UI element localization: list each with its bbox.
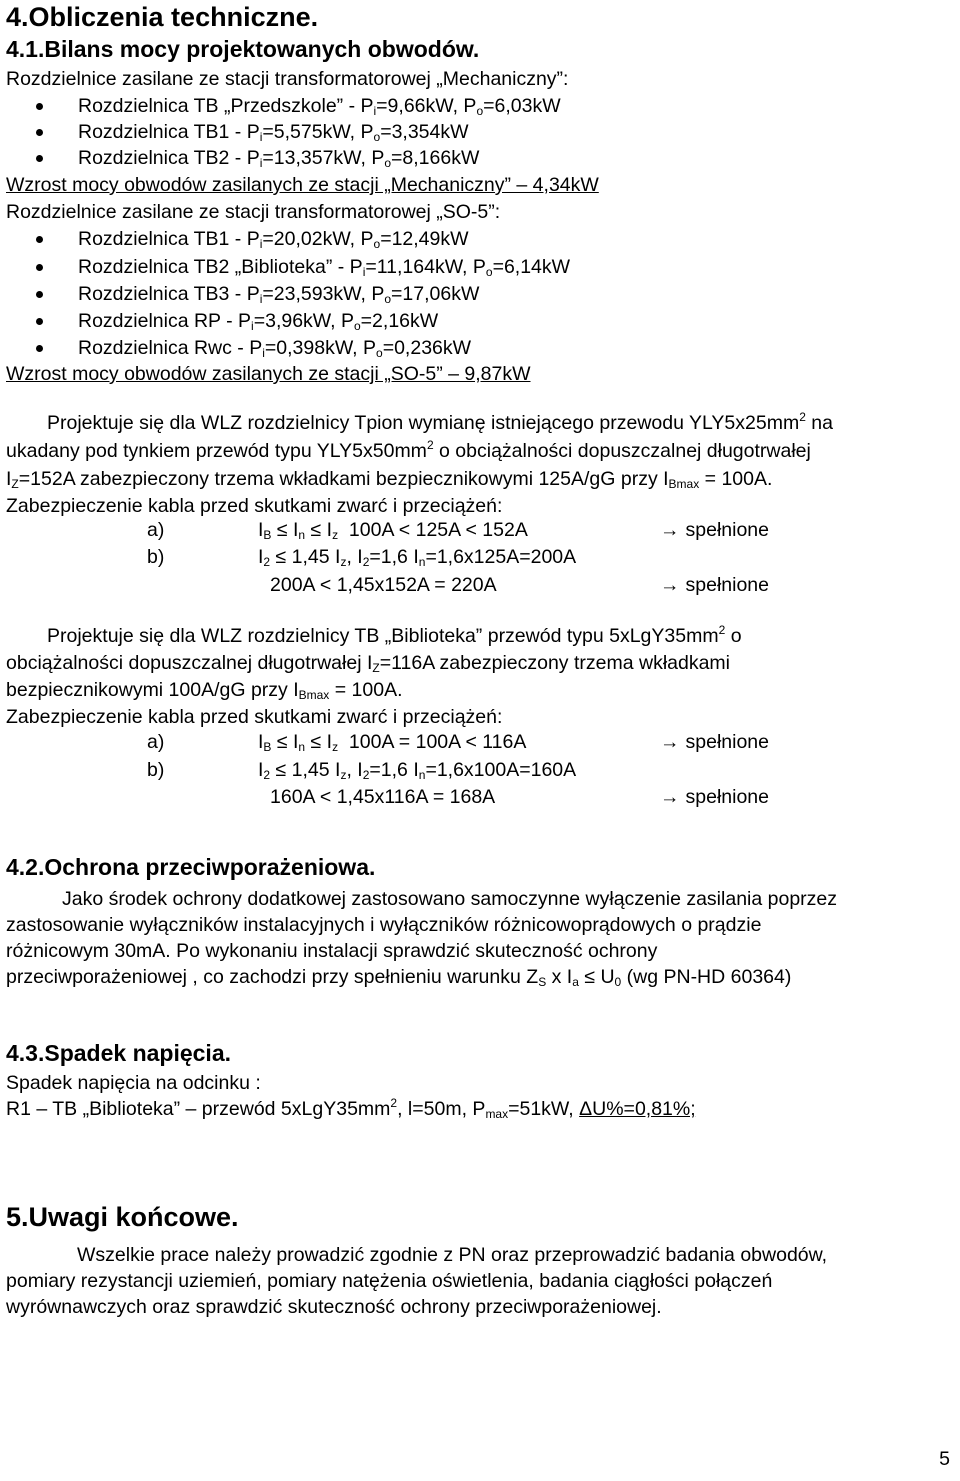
cond-label-a: a) bbox=[147, 519, 165, 541]
list-item: Rozdzielnica Rwc - $P_i=0,398kW$, $P_o=0,236kW$ bbox=[78, 337, 472, 360]
list-item: Rozdzielnica $TB2 - P_i=13,357kW$, $P_o=8,166kW$ bbox=[78, 147, 480, 170]
list-item: Rozdzielnica TB2 „Biblioteka” - $P_i=11,164kW$, $P_o=6,14kW$ bbox=[78, 256, 571, 279]
paragraph-line: różnicowym 30mA. Po wykonaniu instalacji sprawdzić skuteczność ochrony bbox=[6, 940, 658, 962]
paragraph-line: Wszelkie prace należy prowadzić zgodnie z PN oraz przeprowadzić badania obwodów, bbox=[77, 1244, 828, 1266]
cond-result: → spełnione bbox=[660, 731, 769, 753]
bullet-icon bbox=[36, 103, 43, 110]
paragraph-line: wyrównawczych oraz sprawdzić skuteczność ochrony przeciwporażeniowej. bbox=[6, 1296, 662, 1318]
cond-check: 160A < 1,45x116A = 168A bbox=[270, 786, 496, 808]
section-heading: 4.Obliczenia techniczne. bbox=[6, 2, 319, 32]
paragraph-line: Projektuje się dla WLZ rozdzielnicy Tpion wymianę istniejącego przewodu $YLY5x25mm^2$ na bbox=[47, 410, 833, 434]
arrow-icon: → bbox=[660, 731, 680, 753]
bullet-icon bbox=[36, 155, 43, 162]
subsection-heading: 4.2.Ochrona przeciwporażeniowa. bbox=[6, 854, 376, 880]
cond-label-a: a) bbox=[147, 731, 165, 753]
bullet-icon bbox=[36, 129, 43, 136]
cond-formula-b: $I_2 \le 1,45$ $I_z$, $I_2=1,6$ $I_n=1,6x100A=160A$ bbox=[258, 759, 577, 782]
le-icon: ≤ bbox=[310, 731, 322, 753]
list-item: Rozdzielnica TB „Przedszkole” - $P_i=9,66kW$, $P_o=6,03kW$ bbox=[78, 95, 561, 118]
le-icon: ≤ bbox=[276, 731, 288, 753]
cond-formula-a: $I_B \le I_n \le I_z$ 100A = 100A < 116A bbox=[258, 731, 527, 754]
cond-result: → spełnione bbox=[660, 574, 769, 596]
intro-so5: Rozdzielnice zasilane ze stacji transformatorowej „SO-5”: bbox=[6, 201, 501, 223]
le-icon: ≤ bbox=[275, 546, 287, 568]
paragraph-line: Projektuje się dla WLZ rozdzielnicy TB „Biblioteka” przewód typu $5xLgY35mm^2$ o bbox=[47, 623, 742, 647]
subsection-heading: 4.1.Bilans mocy projektowanych obwodów. bbox=[6, 36, 480, 62]
cond-label-b: b) bbox=[147, 546, 165, 568]
cond-formula-a: $I_B \le I_n \le I_z$ 100A < 125A < 152A bbox=[258, 519, 528, 542]
paragraph-line: bezpiecznikowymi 100A/gG przy $I_{Bmax} = 100A$. bbox=[6, 679, 403, 702]
cond-result: → spełnione bbox=[660, 519, 769, 541]
paragraph-line: przeciwporażeniowej , co zachodzi przy spełnieniu warunku $Z_S$ x $I_a \le U_0$ (wg PN-HD 60364) bbox=[6, 966, 792, 989]
bullet-icon bbox=[36, 264, 43, 271]
subsection-heading: 4.3.Spadek napięcia. bbox=[6, 1040, 232, 1066]
le-icon: ≤ bbox=[310, 519, 322, 541]
paragraph-line: obciążalności dopuszczalnej długotrwałej $I_Z=116A$ zabezpieczony trzema wkładkami bbox=[6, 652, 731, 675]
list-item: Rozdzielnica $TB1 - P_i=20,02kW$, $P_o=12,49kW$ bbox=[78, 228, 469, 251]
list-item: Rozdzielnica RP - $P_i=3,96kW$, $P_o=2,16kW$ bbox=[78, 310, 439, 333]
bullet-icon bbox=[36, 291, 43, 298]
paragraph-line: Zabezpieczenie kabla przed skutkami zwarć i przeciążeń: bbox=[6, 495, 503, 517]
growth-mechaniczny: Wzrost mocy obwodów zasilanych ze stacji „Mechaniczny” – 4,34kW bbox=[6, 174, 599, 196]
arrow-icon: → bbox=[660, 786, 680, 808]
paragraph-line: ukadany pod tynkiem przewód typu $YLY5x50mm^2$ o obciążalności dopuszczalnej długotrwałej bbox=[6, 438, 811, 462]
le-icon: ≤ bbox=[276, 519, 288, 541]
list-item: Rozdzielnica $TB3 - P_i=23,593kW$, $P_o=17,06kW$ bbox=[78, 283, 480, 306]
bullet-icon bbox=[36, 345, 43, 352]
le-icon: ≤ bbox=[275, 759, 287, 781]
intro-mechaniczny: Rozdzielnice zasilane ze stacji transformatorowej „Mechaniczny”: bbox=[6, 68, 569, 90]
arrow-icon: → bbox=[660, 574, 680, 596]
cond-check: 200A < 1,45x152A = 220A bbox=[270, 574, 497, 596]
paragraph-line: Zabezpieczenie kabla przed skutkami zwarć i przeciążeń: bbox=[6, 706, 503, 728]
paragraph-line: R1 – TB „Biblioteka” – przewód $5xLgY35mm^2$, l=50m, $P_{max}=51kW$, ΔU%=0,81%; bbox=[6, 1096, 696, 1121]
section-heading: 5.Uwagi końcowe. bbox=[6, 1202, 239, 1232]
bullet-icon bbox=[36, 236, 43, 243]
paragraph-line: $I_Z=152A$ zabezpieczony trzema wkładkami bezpiecznikowymi 125A/gG przy $I_{Bmax} = 100A$. bbox=[6, 468, 773, 491]
cond-label-b: b) bbox=[147, 759, 165, 781]
paragraph-line: Jako środek ochrony dodatkowej zastosowano samoczynne wyłączenie zasilania poprzez bbox=[62, 888, 838, 910]
cond-result: → spełnione bbox=[660, 786, 769, 808]
paragraph-line: pomiary rezystancji uziemień, pomiary natężenia oświetlenia, badania ciągłości połączeń bbox=[6, 1270, 773, 1292]
paragraph-line: zastosowanie wyłączników instalacyjnych i wyłączników różnicowoprądowych o prądzie bbox=[6, 914, 762, 936]
bullet-icon bbox=[36, 318, 43, 325]
page-number: 5 bbox=[939, 1448, 950, 1470]
list-item: Rozdzielnica $TB1 - P_i=5,575kW$, $P_o=3,354kW$ bbox=[78, 121, 469, 144]
cond-formula-b: $I_2 \le 1,45$ $I_z$, $I_2=1,6$ $I_n=1,6x125A=200A$ bbox=[258, 546, 577, 569]
paragraph-line: Spadek napięcia na odcinku : bbox=[6, 1072, 261, 1094]
growth-so5: Wzrost mocy obwodów zasilanych ze stacji „SO-5” – 9,87kW bbox=[6, 363, 531, 385]
arrow-icon: → bbox=[660, 519, 680, 541]
